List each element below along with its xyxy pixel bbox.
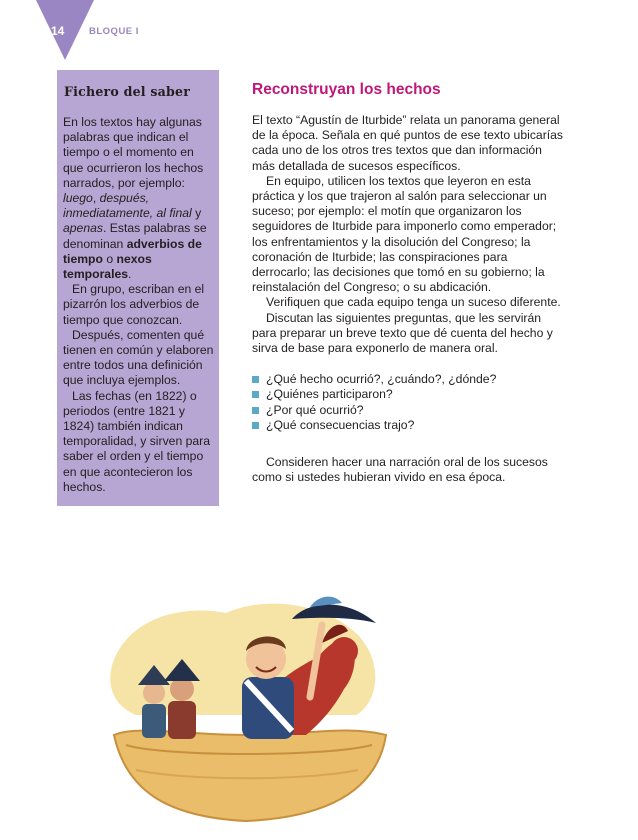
section-heading: Reconstruyan los hechos (252, 81, 441, 98)
sidebar-text: . Estas palabras se denominan (63, 221, 207, 251)
sidebar-body (63, 115, 216, 495)
main-paragraph-1: El texto “Agustín de Iturbide” relata un panorama general de la época. Señala en qué puntos de ese texto ubicarías cada uno de los otros tres textos que dan información más detallada de sucesos específicos. (252, 113, 564, 173)
question-item (252, 372, 564, 387)
question-text: ¿Qué consecuencias trajo? (266, 417, 415, 432)
main-body (252, 113, 564, 485)
sidebar-text: o (102, 251, 117, 266)
sidebar-italic-example: después, inmediatamente, al final (63, 191, 192, 221)
page-tab (36, 0, 94, 62)
main-paragraph-4: Discutan las siguientes preguntas, que les servirán para preparar un breve texto que dé cuenta del hecho y sirva de base para exponerlo de manera oral. (252, 310, 553, 356)
question-item (252, 418, 564, 433)
boat-body (114, 731, 386, 821)
square-bullet-icon (252, 422, 259, 429)
question-text: ¿Por qué ocurrió? (266, 402, 364, 417)
page-number: 14 (51, 24, 65, 38)
iturbide-procession-illustration (96, 585, 396, 825)
illustration-art (96, 585, 396, 825)
section-label: BLOQUE I (89, 26, 139, 37)
sidebar-paragraph-2: En grupo, escriban en el pizarrón los adverbios de tiempo que conozcan. (63, 282, 205, 327)
closing-paragraph: Consideren hacer una narración oral de los sucesos como si ustedes hubieran vivido en esa época. (252, 455, 548, 485)
sidebar-text: , (92, 191, 100, 206)
question-text: ¿Quiénes participaron? (266, 387, 393, 402)
horse-head (330, 637, 358, 665)
square-bullet-icon (252, 376, 259, 383)
sidebar-paragraph-4: Las fechas (en 1822) o periodos (entre 1821 y 1824) también indican temporalidad, y sirven para saber el orden y el tiempo en que acontecieron los hechos. (63, 388, 210, 494)
sidebar-bold-term: adverbios de tiempo (63, 236, 202, 266)
sidebar-bold-term: nexos temporales (63, 251, 152, 282)
sidebar-text: y (191, 206, 202, 221)
sidebar-text: En los textos hay algunas palabras que indican el tiempo o el momento en que ocurrieron los hechos narrados, por ejemplo: (63, 115, 204, 190)
question-list (252, 372, 564, 433)
sidebar-text: . (128, 267, 132, 282)
soldier-head (143, 682, 165, 704)
sidebar-paragraph-1 (63, 115, 216, 282)
page-tab-shape (36, 0, 94, 62)
soldier-body (142, 704, 166, 738)
sidebar-paragraph-3: Después, comenten qué tienen en común y elaboren entre todos una definición que incluya ejemplos. (63, 327, 214, 388)
main-paragraph-3: Verifiquen que cada equipo tenga un suceso diferente. (266, 295, 561, 310)
square-bullet-icon (252, 407, 259, 414)
sidebar-italic-example: apenas (63, 221, 103, 236)
sidebar-italic-example: luego (63, 191, 93, 206)
question-item (252, 403, 564, 418)
sidebar-title: Fichero del saber (64, 84, 191, 99)
square-bullet-icon (252, 391, 259, 398)
question-text: ¿Qué hecho ocurrió?, ¿cuándo?, ¿dónde? (266, 372, 497, 387)
main-paragraph-2: En equipo, utilicen los textos que leyeron en esta práctica y los que trajeron al salón para seleccionar un suceso; por ejemplo: el motín que organizaron los seguidores de Iturbide para imponerlo como emperador; los enfrentamientos y la disolución del Congreso; la coronación de Iturbide; las conspiraciones para derrocarlo; las decisiones que tomó en su gobierno; la reinstalación del Congreso; o su abdicación. (252, 173, 557, 295)
question-item (252, 387, 564, 402)
soldier-body (168, 701, 196, 739)
